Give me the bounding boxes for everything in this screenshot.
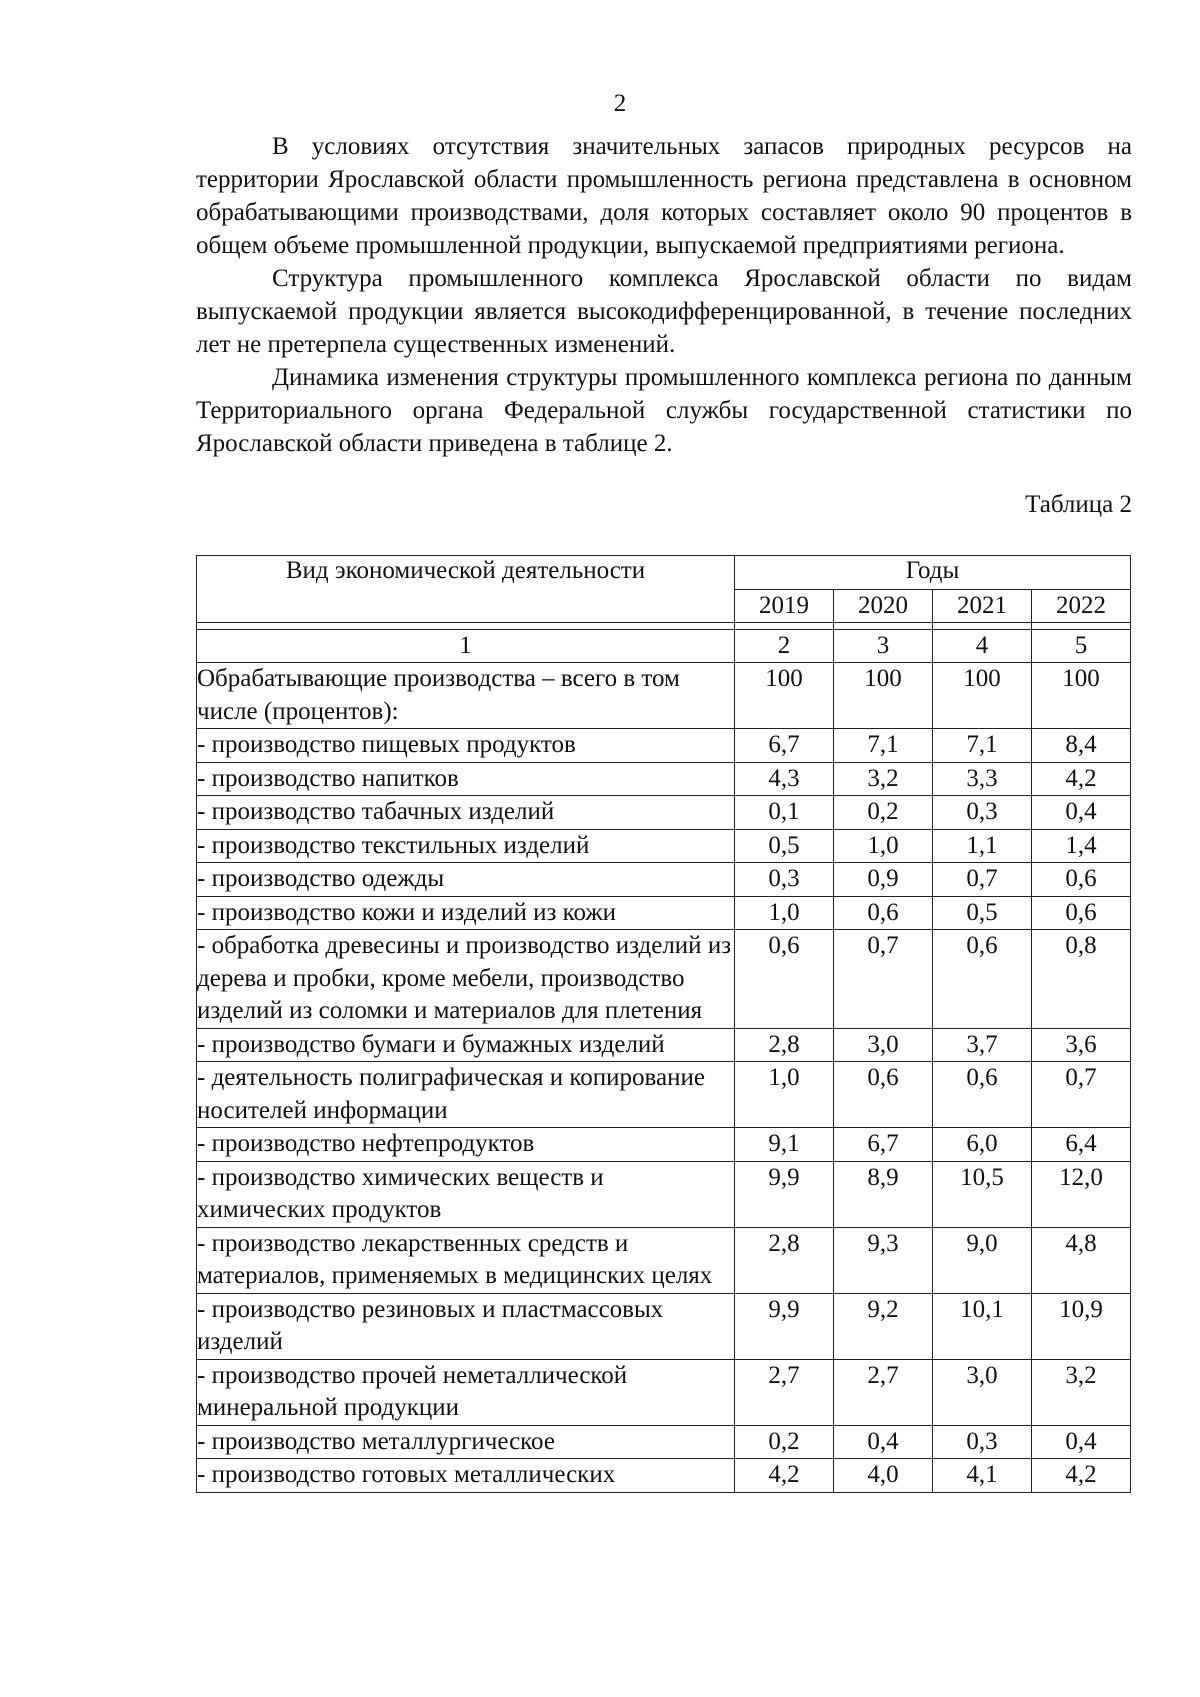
activity-name-cell: - обработка древесины и производство изделий из дерева и пробки, кроме мебели, производство изделий из соломки и материалов для плетения xyxy=(197,930,735,1029)
table-row xyxy=(197,729,1131,763)
value-cell: 9,2 xyxy=(834,1293,933,1359)
value-cell: 6,7 xyxy=(735,729,834,763)
column-number: 3 xyxy=(834,630,933,663)
value-cell: 0,1 xyxy=(735,796,834,830)
value-cell: 7,1 xyxy=(933,729,1032,763)
column-number: 2 xyxy=(735,630,834,663)
value-cell: 1,1 xyxy=(933,829,1032,863)
value-cell: 0,6 xyxy=(933,930,1032,1029)
value-cell: 6,4 xyxy=(1032,1128,1131,1162)
value-cell: 0,3 xyxy=(735,863,834,897)
table-row xyxy=(197,829,1131,863)
value-cell: 100 xyxy=(933,663,1032,729)
table-row xyxy=(197,1028,1131,1062)
value-cell: 0,7 xyxy=(1032,1062,1131,1128)
value-cell: 12,0 xyxy=(1032,1161,1131,1227)
value-cell: 3,2 xyxy=(1032,1359,1131,1425)
paragraph: В условиях отсутствия значительных запасов природных ресурсов на территории Ярославской области промышленность региона представлена в основном обрабатывающими производствами, доля которых составляет около 90 процентов в общем объеме промышленной продукции, выпускаемой предприятиями региона. xyxy=(196,133,1132,259)
value-cell: 0,5 xyxy=(933,896,1032,930)
value-cell: 4,1 xyxy=(933,1459,1032,1493)
activity-name-cell: Обрабатывающие производства – всего в том числе (процентов): xyxy=(197,663,735,729)
value-cell: 3,2 xyxy=(834,762,933,796)
value-cell: 2,7 xyxy=(834,1359,933,1425)
value-cell: 2,8 xyxy=(735,1028,834,1062)
value-cell: 3,0 xyxy=(834,1028,933,1062)
value-cell: 0,5 xyxy=(735,829,834,863)
value-cell: 100 xyxy=(735,663,834,729)
value-cell: 9,0 xyxy=(933,1227,1032,1293)
header-year: 2019 xyxy=(735,589,834,623)
body-text xyxy=(196,130,1132,460)
activity-name-cell: - производство табачных изделий xyxy=(197,796,735,830)
value-cell: 0,2 xyxy=(834,796,933,830)
value-cell: 10,5 xyxy=(933,1161,1032,1227)
value-cell: 0,3 xyxy=(933,1425,1032,1459)
table-row xyxy=(197,1128,1131,1162)
activity-name-cell: - производство резиновых и пластмассовых изделий xyxy=(197,1293,735,1359)
value-cell: 6,0 xyxy=(933,1128,1032,1162)
value-cell: 4,2 xyxy=(735,1459,834,1493)
value-cell: 0,6 xyxy=(933,1062,1032,1128)
column-number: 4 xyxy=(933,630,1032,663)
table-row xyxy=(197,930,1131,1029)
activity-name-cell: - производство одежды xyxy=(197,863,735,897)
value-cell: 0,6 xyxy=(1032,863,1131,897)
header-years: Годы xyxy=(735,556,1131,590)
activity-name-cell: - производство пищевых продуктов xyxy=(197,729,735,763)
table-row xyxy=(197,796,1131,830)
table-row xyxy=(197,762,1131,796)
table-row xyxy=(197,1062,1131,1128)
table-row xyxy=(197,1293,1131,1359)
activity-name-cell: - производство бумаги и бумажных изделий xyxy=(197,1028,735,1062)
value-cell: 0,7 xyxy=(834,930,933,1029)
value-cell: 9,1 xyxy=(735,1128,834,1162)
industry-structure-table xyxy=(196,555,1131,1493)
value-cell: 3,7 xyxy=(933,1028,1032,1062)
value-cell: 4,3 xyxy=(735,762,834,796)
table-row xyxy=(197,863,1131,897)
value-cell: 6,7 xyxy=(834,1128,933,1162)
value-cell: 4,2 xyxy=(1032,1459,1131,1493)
value-cell: 3,0 xyxy=(933,1359,1032,1425)
table-row xyxy=(197,1459,1131,1493)
table-row xyxy=(197,1227,1131,1293)
value-cell: 4,8 xyxy=(1032,1227,1131,1293)
activity-name-cell: - деятельность полиграфическая и копирование носителей информации xyxy=(197,1062,735,1128)
value-cell: 0,9 xyxy=(834,863,933,897)
value-cell: 0,6 xyxy=(735,930,834,1029)
value-cell: 0,8 xyxy=(1032,930,1131,1029)
value-cell: 2,8 xyxy=(735,1227,834,1293)
activity-name-cell: - производство напитков xyxy=(197,762,735,796)
header-year: 2021 xyxy=(933,589,1032,623)
value-cell: 3,6 xyxy=(1032,1028,1131,1062)
value-cell: 10,1 xyxy=(933,1293,1032,1359)
value-cell: 0,2 xyxy=(735,1425,834,1459)
value-cell: 8,4 xyxy=(1032,729,1131,763)
value-cell: 100 xyxy=(834,663,933,729)
value-cell: 8,9 xyxy=(834,1161,933,1227)
value-cell: 0,6 xyxy=(834,1062,933,1128)
activity-name-cell: - производство прочей неметаллической минеральной продукции xyxy=(197,1359,735,1425)
value-cell: 0,6 xyxy=(1032,896,1131,930)
value-cell: 3,3 xyxy=(933,762,1032,796)
header-activity: Вид экономической деятельности xyxy=(197,556,735,623)
value-cell: 0,6 xyxy=(834,896,933,930)
header-year: 2022 xyxy=(1032,589,1131,623)
value-cell: 100 xyxy=(1032,663,1131,729)
value-cell: 0,4 xyxy=(1032,1425,1131,1459)
value-cell: 1,0 xyxy=(735,896,834,930)
value-cell: 0,7 xyxy=(933,863,1032,897)
activity-name-cell: - производство нефтепродуктов xyxy=(197,1128,735,1162)
value-cell: 1,0 xyxy=(834,829,933,863)
table-caption: Таблица 2 xyxy=(1025,491,1132,518)
value-cell: 0,4 xyxy=(1032,796,1131,830)
header-year: 2020 xyxy=(834,589,933,623)
column-number: 5 xyxy=(1032,630,1131,663)
value-cell: 0,4 xyxy=(834,1425,933,1459)
value-cell: 4,2 xyxy=(1032,762,1131,796)
activity-name-cell: - производство химических веществ и химических продуктов xyxy=(197,1161,735,1227)
value-cell: 0,3 xyxy=(933,796,1032,830)
value-cell: 1,4 xyxy=(1032,829,1131,863)
activity-name-cell: - производство готовых металлических xyxy=(197,1459,735,1493)
value-cell: 9,9 xyxy=(735,1293,834,1359)
paragraph: Структура промышленного комплекса Ярославской области по видам выпускаемой продукции является высокодифференцированной, в течение последних лет не претерпела существенных изменений. xyxy=(196,265,1132,358)
column-number-row xyxy=(197,630,1131,663)
value-cell: 4,0 xyxy=(834,1459,933,1493)
value-cell: 10,9 xyxy=(1032,1293,1131,1359)
activity-name-cell: - производство металлургическое xyxy=(197,1425,735,1459)
table-row xyxy=(197,663,1131,729)
value-cell: 9,3 xyxy=(834,1227,933,1293)
activity-name-cell: - производство текстильных изделий xyxy=(197,829,735,863)
activity-name-cell: - производство лекарственных средств и материалов, применяемых в медицинских целях xyxy=(197,1227,735,1293)
value-cell: 9,9 xyxy=(735,1161,834,1227)
table-row xyxy=(197,896,1131,930)
page-number: 2 xyxy=(613,90,627,117)
table-row xyxy=(197,1161,1131,1227)
paragraph: Динамика изменения структуры промышленного комплекса региона по данным Территориального органа Федеральной службы государственной статистики по Ярославской области приведена в таблице 2. xyxy=(196,364,1132,457)
table-row xyxy=(197,1359,1131,1425)
activity-name-cell: - производство кожи и изделий из кожи xyxy=(197,896,735,930)
value-cell: 7,1 xyxy=(834,729,933,763)
value-cell: 2,7 xyxy=(735,1359,834,1425)
value-cell: 1,0 xyxy=(735,1062,834,1128)
column-number: 1 xyxy=(197,630,735,663)
table-row xyxy=(197,1425,1131,1459)
